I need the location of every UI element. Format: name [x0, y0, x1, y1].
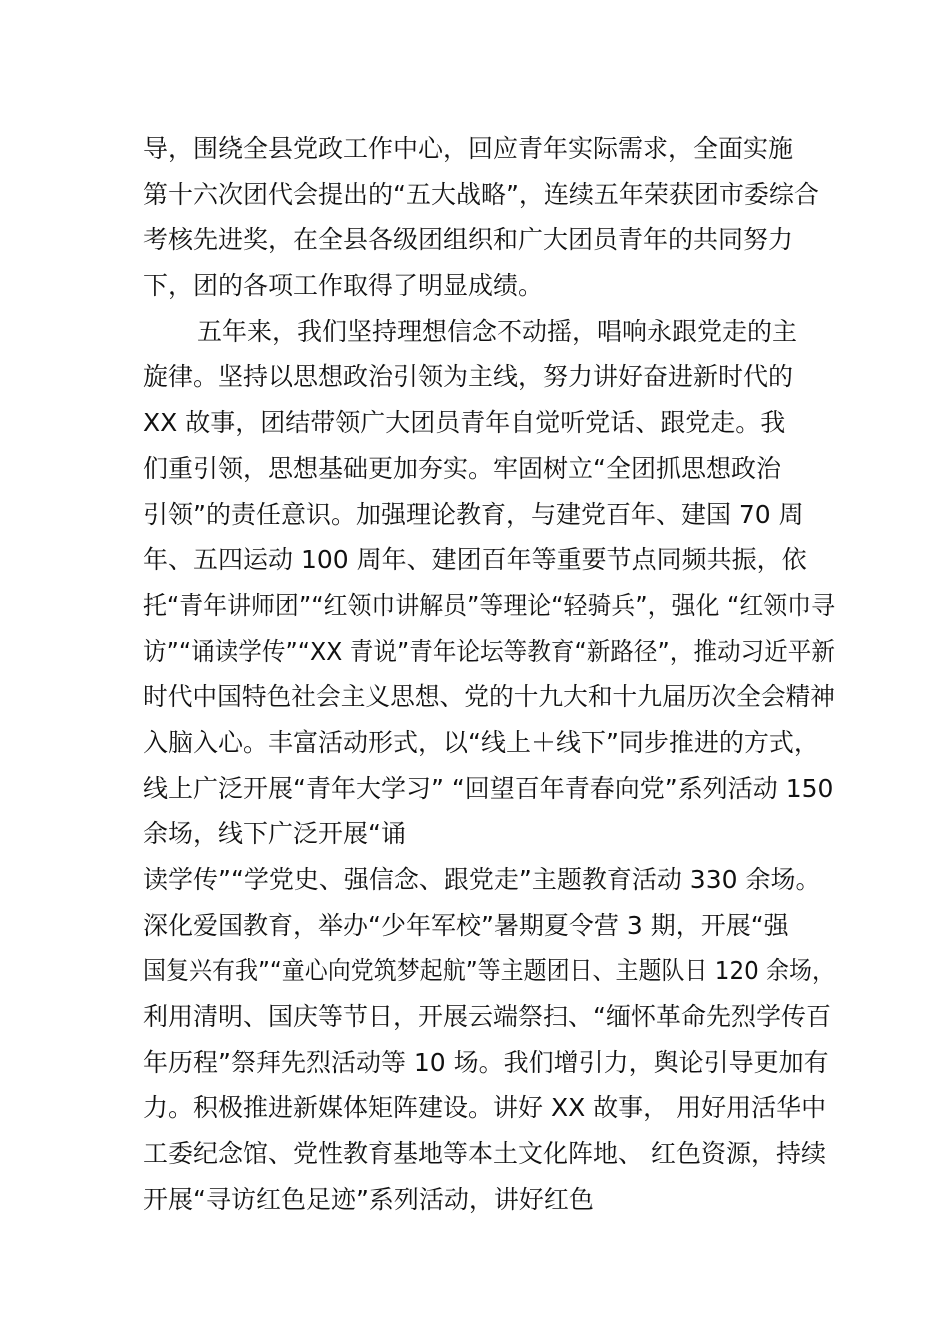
text-line: 第十六次团代会提出的“五大战略”，连续五年荣获团市委综合: [143, 179, 819, 209]
text-line: 年、五四运动 100 周年、建团百年等重要节点同频共振，依: [143, 545, 807, 575]
text-line: 年历程”祭拜先烈活动等 10 场。我们增引力，舆论引导更加有: [143, 1047, 829, 1077]
text-line: 力。积极推进新媒体矩阵建设。讲好 XX 故事， 用好用活华中: [143, 1093, 827, 1123]
body-text: [143, 126, 843, 1223]
text-line: 利用清明、国庆等节日，开展云端祭扫、“缅怀革命先烈学传百: [143, 1002, 831, 1032]
text-line: 托“青年讲师团”“红领巾讲解员”等理论“轻骑兵”，强化 “红领巾寻: [143, 590, 836, 620]
text-line: 旋律。坚持以思想政治引领为主线，努力讲好奋进新时代的: [143, 362, 794, 392]
text-line: 余场，线下广泛开展“诵: [143, 819, 406, 849]
text-line: 国复兴有我”“童心向党筑梦起航”等主题团日、主题队日 120 余场，: [143, 956, 835, 986]
text-line: 五年来，我们坚持理想信念不动摇，唱响永跟党走的主: [197, 316, 798, 346]
text-line: 考核先进奖，在全县各级团组织和广大团员青年的共同努力: [143, 225, 794, 255]
text-line: 时代中国特色社会主义思想、党的十九大和十九届历次全会精神: [143, 682, 835, 712]
text-line: 下，团的各项工作取得了明显成绩。: [143, 271, 544, 301]
text-line: 深化爱国教育，举办“少年军校”暑期夏令营 3 期，开展“强: [143, 910, 789, 940]
text-line: 线上广泛开展“青年大学习” “回望百年青春向党”系列活动 150: [143, 773, 834, 803]
text-line: XX 故事，团结带领广大团员青年自觉听党话、跟党走。我: [143, 408, 786, 438]
text-line: 引领”的责任意识。加强理论教育，与建党百年、建国 70 周: [143, 499, 804, 529]
text-line: 读学传”“学党史、强信念、跟党走”主题教育活动 330 余场。: [143, 865, 821, 894]
text-line: 开展“寻访红色足迹”系列活动，讲好红色: [143, 1184, 594, 1214]
text-line: 工委纪念馆、党性教育基地等本土文化阵地、 红色资源，持续: [143, 1139, 826, 1169]
text-line: 导，围绕全县党政工作中心，回应青年实际需求，全面实施: [143, 134, 794, 163]
text-line: 访”“诵读学传”“XX 青说”青年论坛等教育“新路径”，推动习近平新: [143, 636, 835, 666]
text-line: 们重引领，思想基础更加夯实。牢固树立“全团抓思想政治: [143, 453, 781, 483]
text-line: 入脑入心。丰富活动形式，以“线上＋线下”同步推进的方式，: [143, 727, 819, 757]
